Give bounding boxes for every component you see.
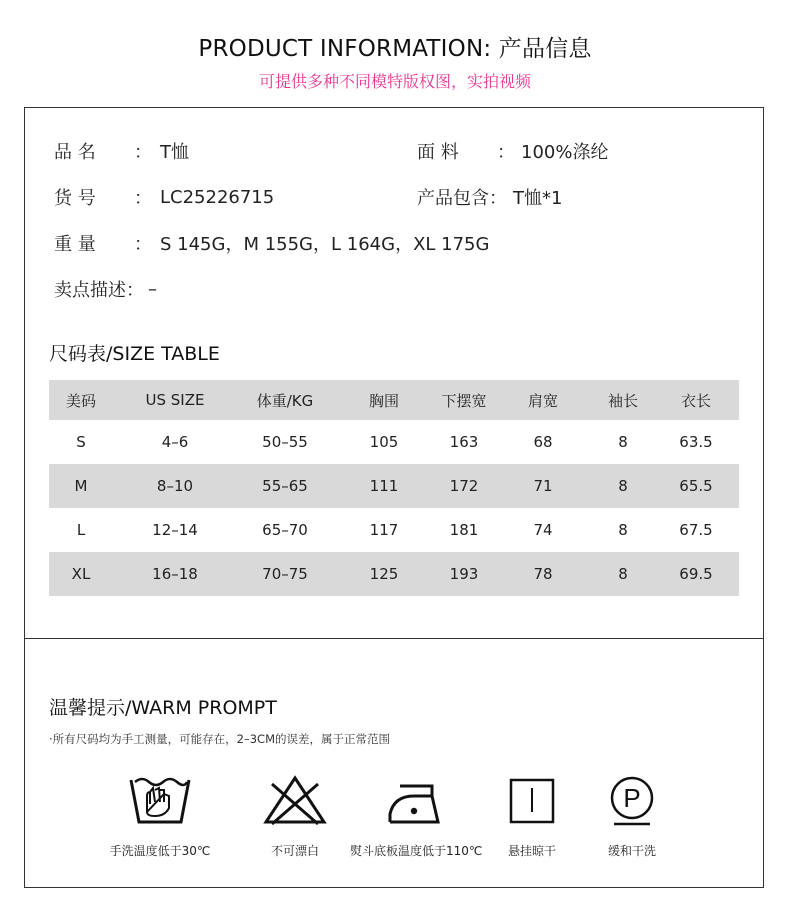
- table-header: 袖长: [607, 391, 638, 410]
- table-cell: 68: [533, 433, 553, 451]
- table-header-row: [49, 380, 739, 420]
- hand-wash-icon: [125, 772, 195, 828]
- no-bleach-icon: [260, 772, 330, 828]
- info-row-fabric: [417, 138, 608, 164]
- table-header: 美码: [65, 391, 96, 410]
- table-cell: L: [76, 521, 86, 539]
- colon: ：: [134, 142, 152, 163]
- colon: ：: [134, 188, 152, 209]
- size-table-title: 尺码表/SIZE TABLE: [49, 343, 220, 365]
- table-cell: 71: [533, 477, 553, 495]
- dry-clean-label: 缓和干洗: [607, 844, 656, 858]
- table-cell: 50–55: [262, 433, 308, 451]
- fabric-label-2: 料: [440, 142, 459, 163]
- info-row-selling: [54, 276, 157, 302]
- table-cell: 172: [449, 477, 479, 495]
- dry-clean-glyph: P: [623, 783, 641, 813]
- table-header: 衣长: [680, 391, 711, 410]
- info-row-weight: [54, 230, 489, 256]
- weight-label-2: 量: [77, 234, 96, 255]
- care-item-iron: [350, 772, 483, 858]
- page-title: PRODUCT INFORMATION: 产品信息: [198, 36, 592, 62]
- info-row-sku: [54, 184, 274, 210]
- table-header: 下摆宽: [441, 391, 487, 410]
- sku-label-1: 货: [54, 188, 72, 209]
- colon: ：: [126, 280, 144, 301]
- table-row: [49, 552, 739, 596]
- contents-label: 产品包含: [417, 188, 489, 209]
- table-cell: 8: [618, 433, 628, 451]
- size-table: [49, 380, 739, 596]
- table-row: [49, 508, 739, 552]
- iron-icon: [380, 772, 450, 828]
- weight-value: S 145G，M 155G，L 164G，XL 175G: [160, 234, 490, 255]
- hand-wash-label: 手洗温度低于30℃: [109, 844, 211, 858]
- table-header: 体重/KG: [256, 391, 314, 410]
- warm-prompt-title: 温馨提示/WARM PROMPT: [49, 697, 277, 719]
- hang-dry-icon: [497, 772, 567, 828]
- fabric-value: 100%涤纶: [521, 142, 609, 163]
- table-cell: XL: [71, 565, 91, 583]
- table-cell: 193: [449, 565, 479, 583]
- table-header: 肩宽: [527, 391, 558, 410]
- table-row: [49, 464, 739, 508]
- no-bleach-label: 不可漂白: [270, 844, 319, 858]
- table-cell: 125: [369, 565, 399, 583]
- name-label-1: 品: [54, 142, 72, 163]
- care-item-hand-wash: [95, 772, 225, 858]
- iron-label: 熨斗底板温度低于110℃: [350, 844, 483, 858]
- measurement-note: ·所有尺码均为手工测量，可能存在，2–3CM的误差，属于正常范围: [49, 732, 390, 746]
- table-cell: 65–70: [262, 521, 308, 539]
- weight-label-1: 重: [54, 234, 72, 255]
- care-item-no-bleach: [230, 772, 360, 858]
- colon: ：: [497, 142, 515, 163]
- dry-clean-icon: [597, 772, 667, 828]
- name-value: T恤: [160, 142, 189, 163]
- table-cell: 163: [449, 433, 479, 451]
- table-cell: 111: [369, 477, 399, 495]
- fabric-label-1: 面: [417, 142, 435, 163]
- table-cell: 181: [449, 521, 479, 539]
- table-cell: 105: [369, 433, 399, 451]
- table-cell: 69.5: [679, 565, 713, 583]
- contents-value: T恤*1: [513, 188, 563, 209]
- table-cell: 4–6: [161, 433, 189, 451]
- table-cell: 63.5: [679, 433, 713, 451]
- colon: ：: [134, 234, 152, 255]
- table-cell: 78: [533, 565, 553, 583]
- page-subtitle: 可提供多种不同模特版权图，实拍视频: [258, 72, 531, 91]
- table-cell: 70–75: [262, 565, 308, 583]
- table-cell: 8: [618, 565, 628, 583]
- sku-label-2: 号: [77, 188, 96, 209]
- table-header: 胸围: [368, 391, 399, 410]
- info-row-contents: [417, 184, 562, 210]
- info-row-name: [54, 138, 189, 164]
- table-cell: 67.5: [679, 521, 713, 539]
- hang-dry-label: 悬挂晾干: [507, 844, 556, 858]
- table-cell: M: [74, 477, 88, 495]
- table-cell: 65.5: [679, 477, 713, 495]
- table-cell: 16–18: [152, 565, 198, 583]
- table-cell: S: [76, 433, 86, 451]
- table-header: US SIZE: [145, 391, 205, 409]
- table-cell: 55–65: [262, 477, 308, 495]
- table-cell: 74: [533, 521, 553, 539]
- table-cell: 12–14: [152, 521, 198, 539]
- table-cell: 8: [618, 521, 628, 539]
- table-cell: 8: [618, 477, 628, 495]
- selling-label: 卖点描述: [54, 280, 126, 301]
- table-cell: 8–10: [156, 477, 194, 495]
- selling-value: –: [148, 278, 157, 300]
- table-row: [49, 420, 739, 464]
- table-cell: 117: [369, 521, 399, 539]
- sku-value: LC25226715: [160, 186, 275, 208]
- care-item-dry-clean: [567, 772, 697, 858]
- name-label-2: 名: [77, 142, 96, 163]
- colon: ：: [489, 188, 507, 209]
